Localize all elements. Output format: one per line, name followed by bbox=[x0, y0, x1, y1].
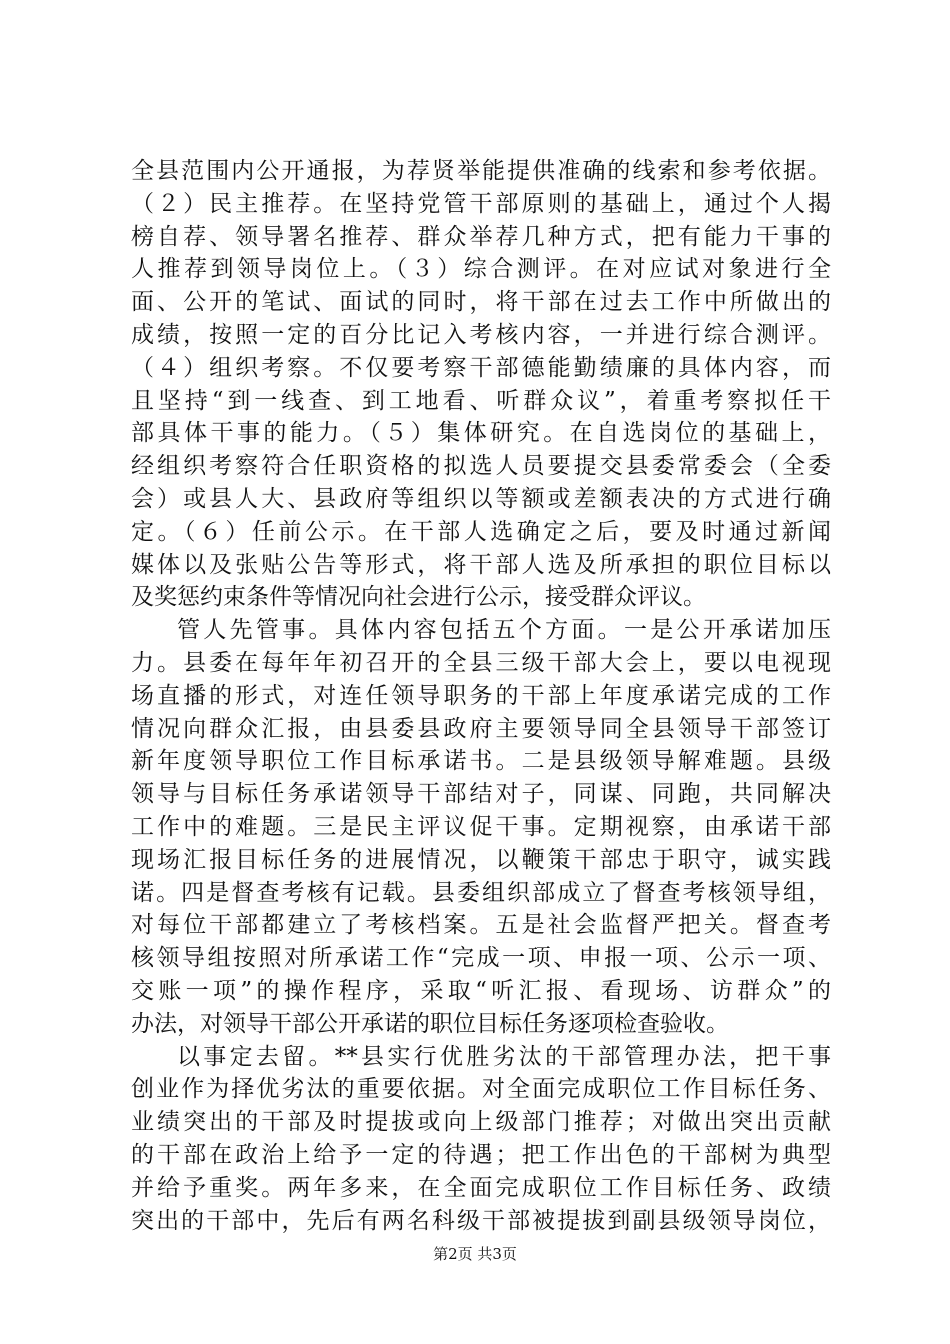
text-line: 定。（６）任前公示。在干部人选确定之后，要及时通过新闻 bbox=[131, 518, 831, 545]
text-line: 人推荐到领导岗位上。（３）综合测评。在对应试对象进行全 bbox=[131, 256, 831, 283]
text-line: 部具体干事的能力。（５）集体研究。在自选岗位的基础上， bbox=[131, 420, 831, 447]
text-line: 并给予重奖。两年多来，在全面完成职位工作目标任务、政绩 bbox=[131, 1174, 831, 1201]
page-number-footer: 第2页 共3页 bbox=[433, 1245, 517, 1263]
text-line: 面、公开的笔试、面试的同时，将干部在过去工作中所做出的 bbox=[131, 289, 831, 316]
text-line: 媒体以及张贴公告等形式，将干部人选及所承担的职位目标以 bbox=[131, 551, 831, 578]
text-line: 会）或县人大、县政府等组织以等额或差额表决的方式进行确 bbox=[131, 485, 831, 512]
text-line: 核领导组按照对所承诺工作“完成一项、申报一项、公示一项、 bbox=[131, 945, 831, 972]
text-line: （２）民主推荐。在坚持党管干部原则的基础上，通过个人揭 bbox=[131, 190, 831, 217]
text-line: 现场汇报目标任务的进展情况，以鞭策干部忠于职守，诚实践 bbox=[131, 846, 831, 873]
text-line: 成绩，按照一定的百分比记入考核内容，一并进行综合测评。 bbox=[131, 321, 831, 348]
text-line: 场直播的形式，对连任领导职务的干部上年度承诺完成的工作 bbox=[131, 682, 831, 709]
text-line: 情况向群众汇报，由县委县政府主要领导同全县领导干部签订 bbox=[131, 715, 831, 742]
text-line: 突出的干部中，先后有两名科级干部被提拔到副县级领导岗位， bbox=[131, 1207, 831, 1234]
text-line: 办法，对领导干部公开承诺的职位目标任务逐项检查验收。 bbox=[131, 1010, 729, 1037]
text-line: 的干部在政治上给予一定的待遇；把工作出色的干部树为典型 bbox=[131, 1141, 831, 1168]
text-line: 榜自荐、领导署名推荐、群众举荐几种方式，把有能力干事的 bbox=[131, 223, 831, 250]
text-line: 对每位干部都建立了考核档案。五是社会监督严把关。督查考 bbox=[131, 912, 831, 939]
text-line: 交账一项”的操作程序，采取“听汇报、看现场、访群众”的 bbox=[131, 977, 831, 1004]
text-line: 经组织考察符合任职资格的拟选人员要提交县委常委会（全委 bbox=[131, 453, 831, 480]
paragraph-start-line: 以事定去留。**县实行优胜劣汰的干部管理办法，把干事 bbox=[177, 1043, 831, 1070]
text-line: （４）组织考察。不仅要考察干部德能勤绩廉的具体内容，而 bbox=[131, 354, 831, 381]
text-line: 诺。四是督查考核有记载。县委组织部成立了督查考核领导组， bbox=[131, 879, 831, 906]
text-line: 及奖惩约束条件等情况向社会进行公示，接受群众评议。 bbox=[131, 584, 706, 611]
text-line: 领导与目标任务承诺领导干部结对子，同谋、同跑，共同解决 bbox=[131, 781, 831, 808]
paragraph-start-line: 管人先管事。具体内容包括五个方面。一是公开承诺加压 bbox=[177, 617, 831, 644]
text-line: 创业作为择优劣汰的重要依据。对全面完成职位工作目标任务、 bbox=[131, 1076, 831, 1103]
text-line: 工作中的难题。三是民主评议促干事。定期视察，由承诺干部 bbox=[131, 813, 831, 840]
text-line: 新年度领导职位工作目标承诺书。二是县级领导解难题。县级 bbox=[131, 748, 831, 775]
text-line: 且坚持“到一线查、到工地看、听群众议”，着重考察拟任干 bbox=[131, 387, 831, 414]
text-line: 业绩突出的干部及时提拔或向上级部门推荐；对做出突出贡献 bbox=[131, 1109, 831, 1136]
document-body bbox=[131, 155, 831, 1237]
text-line: 力。县委在每年年初召开的全县三级干部大会上，要以电视现 bbox=[131, 649, 831, 676]
text-line: 全县范围内公开通报，为荐贤举能提供准确的线索和参考依据。 bbox=[131, 158, 831, 184]
